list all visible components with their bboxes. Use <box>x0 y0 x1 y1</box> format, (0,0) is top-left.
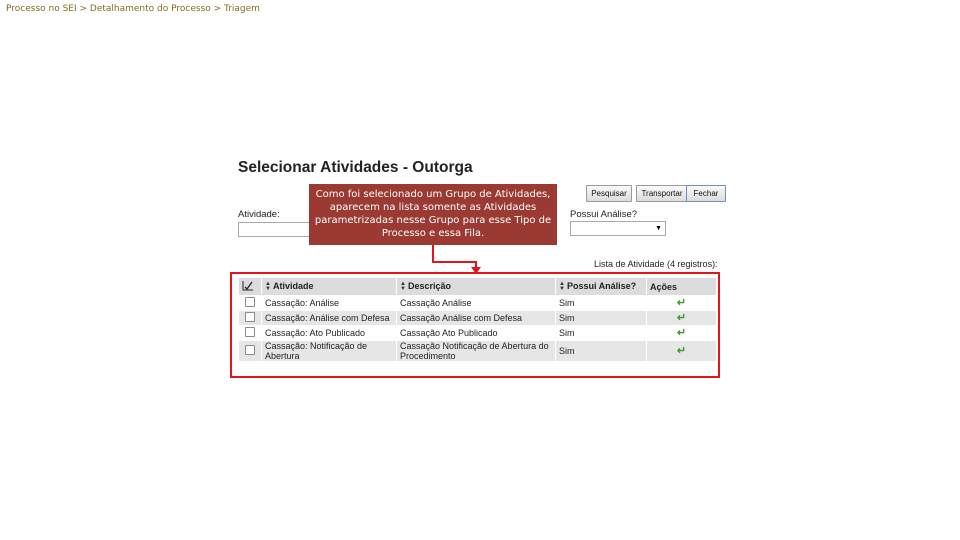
cell-atividade: Cassação: Análise com Defesa <box>262 311 396 325</box>
column-atividade[interactable]: ▲ ▼ Atividade <box>262 278 396 295</box>
breadcrumb: Processo no SEI > Detalhamento do Processo > Triagem <box>6 4 260 14</box>
cell-possui: Sim <box>556 326 646 340</box>
cell-descricao: Cassação Análise <box>397 296 555 310</box>
cell-possui: Sim <box>556 341 646 361</box>
cell-descricao: Cassação Notificação de Abertura do Procedimento <box>397 341 555 361</box>
column-descricao[interactable]: ▲ ▼ Descrição <box>397 278 555 295</box>
transport-arrow-icon[interactable]: ↵ <box>676 327 687 339</box>
chevron-down-icon: ▼ <box>655 225 662 232</box>
annotation-callout: Como foi selecionado um Grupo de Atividades, aparecem na lista somente as Atividades parametrizadas nesse Grupo para esse Tipo de Processo e essa Fila. <box>309 184 557 245</box>
transportar-button[interactable]: Transportar <box>636 185 688 202</box>
transport-arrow-icon[interactable]: ↵ <box>676 312 687 324</box>
fechar-button[interactable]: Fechar <box>686 185 726 202</box>
column-acoes: Ações <box>647 278 716 295</box>
atividade-label: Atividade: <box>238 209 280 220</box>
cell-atividade: Cassação: Notificação de Abertura <box>262 341 396 361</box>
cell-descricao: Cassação Análise com Defesa <box>397 311 555 325</box>
cell-possui: Sim <box>556 296 646 310</box>
transport-arrow-icon[interactable]: ↵ <box>676 345 687 357</box>
sort-icon[interactable]: ▲ ▼ <box>265 280 271 292</box>
column-possui-analise[interactable]: ▲ ▼ Possui Análise? <box>556 278 646 295</box>
possui-analise-label: Possui Análise? <box>570 209 638 220</box>
transport-arrow-icon[interactable]: ↵ <box>676 297 687 309</box>
cell-atividade: Cassação: Análise <box>262 296 396 310</box>
cell-atividade: Cassação: Ato Publicado <box>262 326 396 340</box>
cell-descricao: Cassação Ato Publicado <box>397 326 555 340</box>
pesquisar-button[interactable]: Pesquisar <box>586 185 632 202</box>
sort-icon[interactable]: ▲ ▼ <box>559 280 565 292</box>
cell-possui: Sim <box>556 311 646 325</box>
list-caption: Lista de Atividade (4 registros): <box>594 259 718 269</box>
page-title: Selecionar Atividades - Outorga <box>238 159 473 176</box>
sort-icon[interactable]: ▲ ▼ <box>400 280 406 292</box>
